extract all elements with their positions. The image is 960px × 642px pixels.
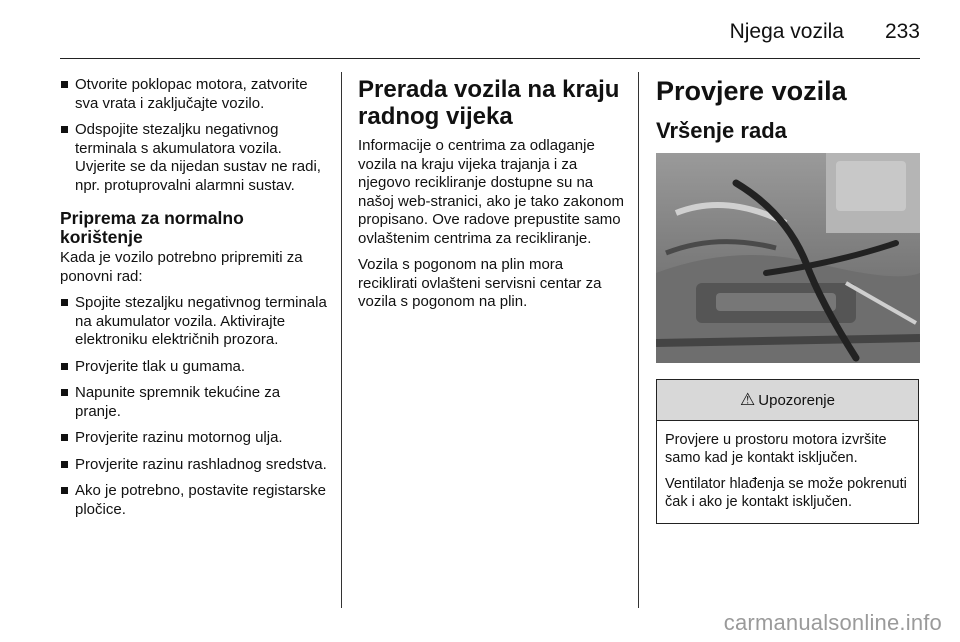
section-heading: Provjere vozila <box>656 76 847 106</box>
column-divider <box>341 72 342 608</box>
warning-title: Upozorenje <box>758 391 835 409</box>
list-item: Spojite stezaljku negativnog terminala na akumulator vozila. Aktivirajte elektroniku električnih prozora. <box>60 294 328 350</box>
list-item: Provjerite razinu rashladnog sredstva. <box>60 456 328 475</box>
paragraph: Vozila s pogonom na plin mora reciklirati ovlašteni servisni centar za vozila s pogonom na plin. <box>358 256 602 310</box>
warning-paragraph: Provjere u prostoru motora izvršite samo kad je kontakt isključen. <box>665 432 887 466</box>
watermark: carmanualsonline.info <box>723 610 942 635</box>
section-heading: Prerada vozila na kraju radnog vijeka <box>358 76 620 130</box>
list-item: Provjerite tlak u gumama. <box>60 358 328 377</box>
subsection-heading: Vršenje rada <box>656 118 787 143</box>
list-item: Provjerite razinu motornog ulja. <box>60 429 328 448</box>
engine-bay-photo <box>656 153 920 363</box>
intro-paragraph: Kada je vozilo potrebno pripremiti za ponovni rad: <box>60 249 303 285</box>
list-item: Ako je potrebno, postavite registarske pločice. <box>60 482 328 519</box>
column-divider <box>638 72 639 608</box>
warning-paragraph: Ventilator hlađenja se može pokrenuti čak i ako je kontakt isključen. <box>665 476 907 510</box>
column-middle <box>358 76 624 320</box>
section-title: Njega vozila <box>729 20 844 43</box>
list-item: Otvorite poklopac motora, zatvorite sva vrata i zaključajte vozilo. <box>60 76 328 113</box>
list-item: Napunite spremnik tekućine za pranje. <box>60 384 328 421</box>
warning-box <box>656 379 919 524</box>
warning-triangle-icon: ⚠ <box>740 390 756 409</box>
paragraph: Informacije o centrima za odlaganje vozila na kraju vijeka trajanja i za njegovo recikliranje dostupne su na našoj web-stranici, ako je tako zakonom propisano. Ove radove prepustite samo ovlaštenim centrima za recikliranje. <box>358 137 624 247</box>
page-header <box>60 18 920 59</box>
list-item: Odspojite stezaljku negativnog terminala s akumulatora vozila. Uvjerite se da nijedan sustav ne radi, npr. protuprovalni alarmni sustav. <box>60 121 328 195</box>
warning-header <box>657 380 918 421</box>
bullet-list <box>60 294 328 519</box>
column-left <box>60 76 328 527</box>
page-number: 233 <box>884 20 920 43</box>
section-heading: Priprema za normalno korištenje <box>60 208 244 247</box>
warning-body <box>657 421 918 523</box>
bullet-list <box>60 76 328 195</box>
column-right <box>656 76 920 524</box>
